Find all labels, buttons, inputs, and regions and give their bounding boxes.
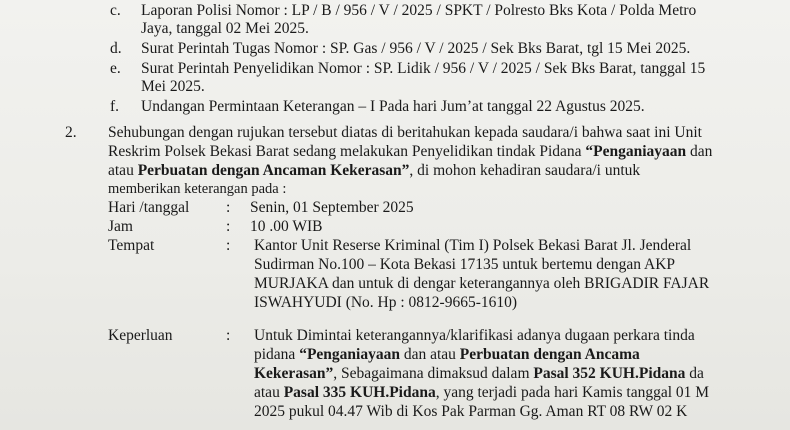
colon: : xyxy=(226,327,231,344)
keperluan-label: Keperluan xyxy=(108,327,173,344)
keperluan-line: atau Pasal 335 KUH.Pidana, yang terjadi pada hari Kamis tanggal 01 M xyxy=(254,384,710,401)
jam-label: Jam xyxy=(108,218,133,235)
item-letter: d. xyxy=(110,40,122,57)
item-text: Laporan Polisi Nomor : LP / B / 956 / V / 2025 / SPKT / Polresto Bks Kota / Polda Metro xyxy=(141,2,697,19)
tempat-line: Sudirman No.100 – Kota Bekasi 17135 untuk bertemu dengan AKP xyxy=(254,256,676,273)
tempat-label: Tempat xyxy=(108,237,155,254)
paragraph-line: Reskrim Polsek Bekasi Barat sedang melakukan Penyelidikan tindak Pidana “Penganiayaan dan xyxy=(108,143,713,160)
keperluan-line: Untuk Dimintai keterangannya/klarifikasi adanya dugaan perkara tinda xyxy=(254,327,695,344)
colon: : xyxy=(226,199,231,216)
keperluan-line: 2025 pukul 04.47 Wib di Kos Pak Parman Gg. Aman RT 08 RW 02 K xyxy=(254,403,688,420)
item-letter: e. xyxy=(110,60,121,77)
item-text: Undangan Permintaan Keterangan – I Pada hari Jum’at tanggal 22 Agustus 2025. xyxy=(141,98,645,115)
tempat-line: MURJAKA dan untuk di dengar keterangannya oleh BRIGADIR FAJAR xyxy=(254,275,710,292)
item-letter: f. xyxy=(110,98,120,115)
paragraph-line: memberikan keterangan pada : xyxy=(108,181,287,197)
item-text: Mei 2025. xyxy=(141,78,205,95)
item-text: Surat Perintah Penyelidikan Nomor : SP. Lidik / 956 / V / 2025 / Sek Bks Barat, tanggal 15 xyxy=(141,60,706,77)
keperluan-line: pidana “Penganiayaan dan atau Perbuatan dengan Ancama xyxy=(254,346,640,363)
paragraph-line: Sehubungan dengan rujukan tersebut diatas di beritahukan kepada saudara/i bahwa saat ini Unit xyxy=(108,124,702,141)
hari-label: Hari /tanggal xyxy=(108,199,190,216)
hari-value: Senin, 01 September 2025 xyxy=(250,199,414,216)
keperluan-line: Kekerasan”, Sebagaimana dimaksud dalam Pasal 352 KUH.Pidana da xyxy=(254,365,704,382)
tempat-line: ISWAHYUDI (No. Hp : 0812-9665-1610) xyxy=(254,294,518,311)
jam-value: 10 .00 WIB xyxy=(250,218,323,235)
item-text: Surat Perintah Tugas Nomor : SP. Gas / 956 / V / 2025 / Sek Bks Barat, tgl 15 Mei 2025. xyxy=(141,40,691,57)
paragraph-line: atau Perbuatan dengan Ancaman Kekerasan”, di mohon kehadiran saudara/i untuk xyxy=(108,162,641,179)
item-text: Jaya, tanggal 02 Mei 2025. xyxy=(141,20,309,37)
tempat-line: Kantor Unit Reserse Kriminal (Tim I) Polsek Bekasi Barat Jl. Jenderal xyxy=(254,237,692,254)
colon: : xyxy=(226,237,231,254)
paragraph-number: 2. xyxy=(65,124,77,141)
colon: : xyxy=(226,218,231,235)
item-letter: c. xyxy=(110,2,121,19)
